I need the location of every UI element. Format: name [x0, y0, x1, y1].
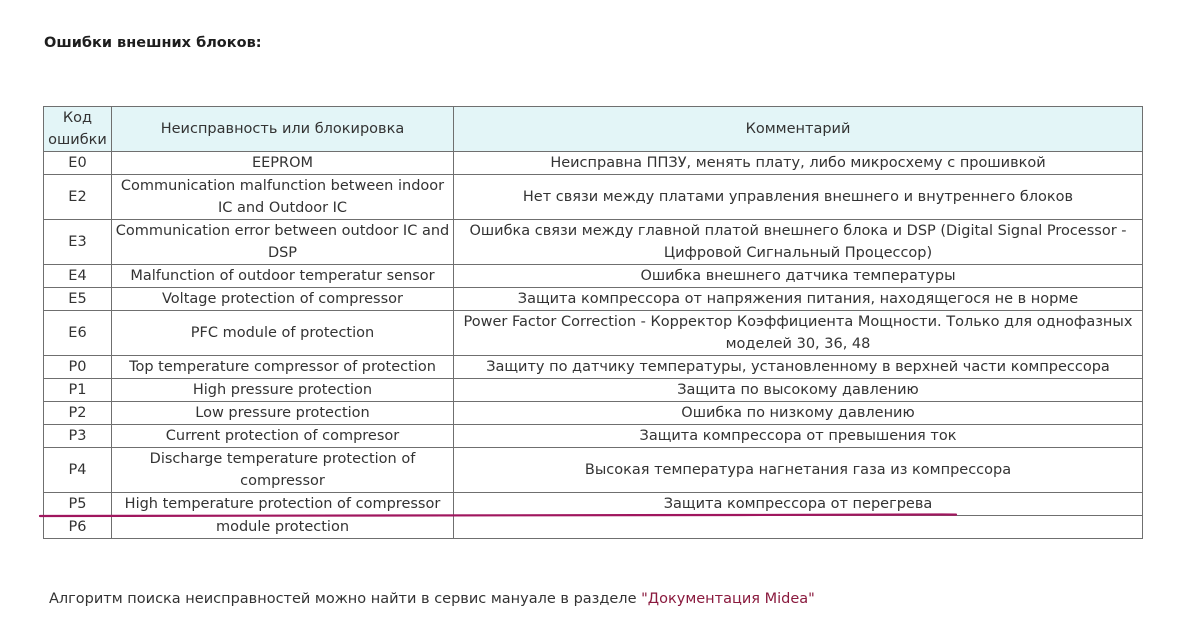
table-row — [44, 175, 1143, 220]
table-row — [44, 220, 1143, 265]
cell-comment: Защита компрессора от напряжения питания, находящегося не в норме — [454, 288, 1143, 311]
table-header — [44, 107, 1143, 152]
table-row — [44, 379, 1143, 402]
cell-comment: Высокая температура нагнетания газа из компрессора — [454, 448, 1143, 493]
footer-note — [49, 591, 815, 607]
cell-code: P5 — [44, 493, 112, 516]
cell-fault: PFC module of protection — [112, 311, 454, 356]
cell-code: E3 — [44, 220, 112, 265]
header-code — [44, 107, 112, 152]
cell-fault: Malfunction of outdoor temperatur sensor — [112, 265, 454, 288]
header-fault: Неисправность или блокировка — [112, 107, 454, 152]
cell-comment: Ошибка по низкому давлению — [454, 402, 1143, 425]
cell-fault: Voltage protection of compressor — [112, 288, 454, 311]
cell-fault: High temperature protection of compressor — [112, 493, 454, 516]
cell-code: P4 — [44, 448, 112, 493]
table-row — [44, 152, 1143, 175]
header-code-line2: ошибки — [48, 132, 107, 148]
cell-code: P3 — [44, 425, 112, 448]
cell-comment: Ошибка внешнего датчика температуры — [454, 265, 1143, 288]
cell-code: E5 — [44, 288, 112, 311]
cell-fault: Current protection of compresor — [112, 425, 454, 448]
handdrawn-underline — [40, 512, 956, 518]
cell-fault: Discharge temperature protection of compressor — [112, 448, 454, 493]
cell-fault: Communication error between outdoor IC and DSP — [112, 220, 454, 265]
cell-comment: Защита компрессора от превышения ток — [454, 425, 1143, 448]
cell-code: E2 — [44, 175, 112, 220]
cell-fault: Top temperature compressor of protection — [112, 356, 454, 379]
cell-fault: EEPROM — [112, 152, 454, 175]
footer-text: Алгоритм поиска неисправностей можно найти в сервис мануале в разделе — [49, 591, 642, 607]
cell-code: P0 — [44, 356, 112, 379]
table-row — [44, 311, 1143, 356]
documentation-link[interactable]: "Документация Midea" — [641, 591, 815, 607]
cell-fault: module protection — [112, 516, 454, 539]
table-row — [44, 288, 1143, 311]
cell-comment: Защита по высокому давлению — [454, 379, 1143, 402]
cell-code: E6 — [44, 311, 112, 356]
section-heading: Ошибки внешних блоков: — [44, 35, 262, 51]
table-row — [44, 402, 1143, 425]
cell-fault: Communication malfunction between indoor IC and Outdoor IC — [112, 175, 454, 220]
cell-code: P6 — [44, 516, 112, 539]
cell-comment: Ошибка связи между главной платой внешнего блока и DSP (Digital Signal Processor - Цифровой Сигнальный Процессор) — [454, 220, 1143, 265]
cell-comment: Power Factor Correction - Корректор Коэффициента Мощности. Только для однофазных моделей 30, 36, 48 — [454, 311, 1143, 356]
table-row — [44, 425, 1143, 448]
cell-code: E4 — [44, 265, 112, 288]
cell-comment: Защита компрессора от перегрева — [454, 493, 1143, 516]
cell-comment: Неисправна ППЗУ, менять плату, либо микросхему с прошивкой — [454, 152, 1143, 175]
cell-fault: Low pressure protection — [112, 402, 454, 425]
table-row — [44, 448, 1143, 493]
cell-code: P2 — [44, 402, 112, 425]
cell-comment — [454, 516, 1143, 539]
table-row — [44, 356, 1143, 379]
cell-code: E0 — [44, 152, 112, 175]
cell-code: P1 — [44, 379, 112, 402]
cell-comment: Защиту по датчику температуры, установленному в верхней части компрессора — [454, 356, 1143, 379]
table-row — [44, 265, 1143, 288]
table-body — [44, 152, 1143, 539]
cell-fault: High pressure protection — [112, 379, 454, 402]
header-code-line1: Код — [62, 110, 93, 126]
underline-stroke — [40, 514, 956, 516]
cell-comment: Нет связи между платами управления внешнего и внутреннего блоков — [454, 175, 1143, 220]
table-header-row — [44, 107, 1143, 152]
header-comment: Комментарий — [454, 107, 1143, 152]
error-codes-table — [43, 106, 1143, 539]
table-row — [44, 516, 1143, 539]
